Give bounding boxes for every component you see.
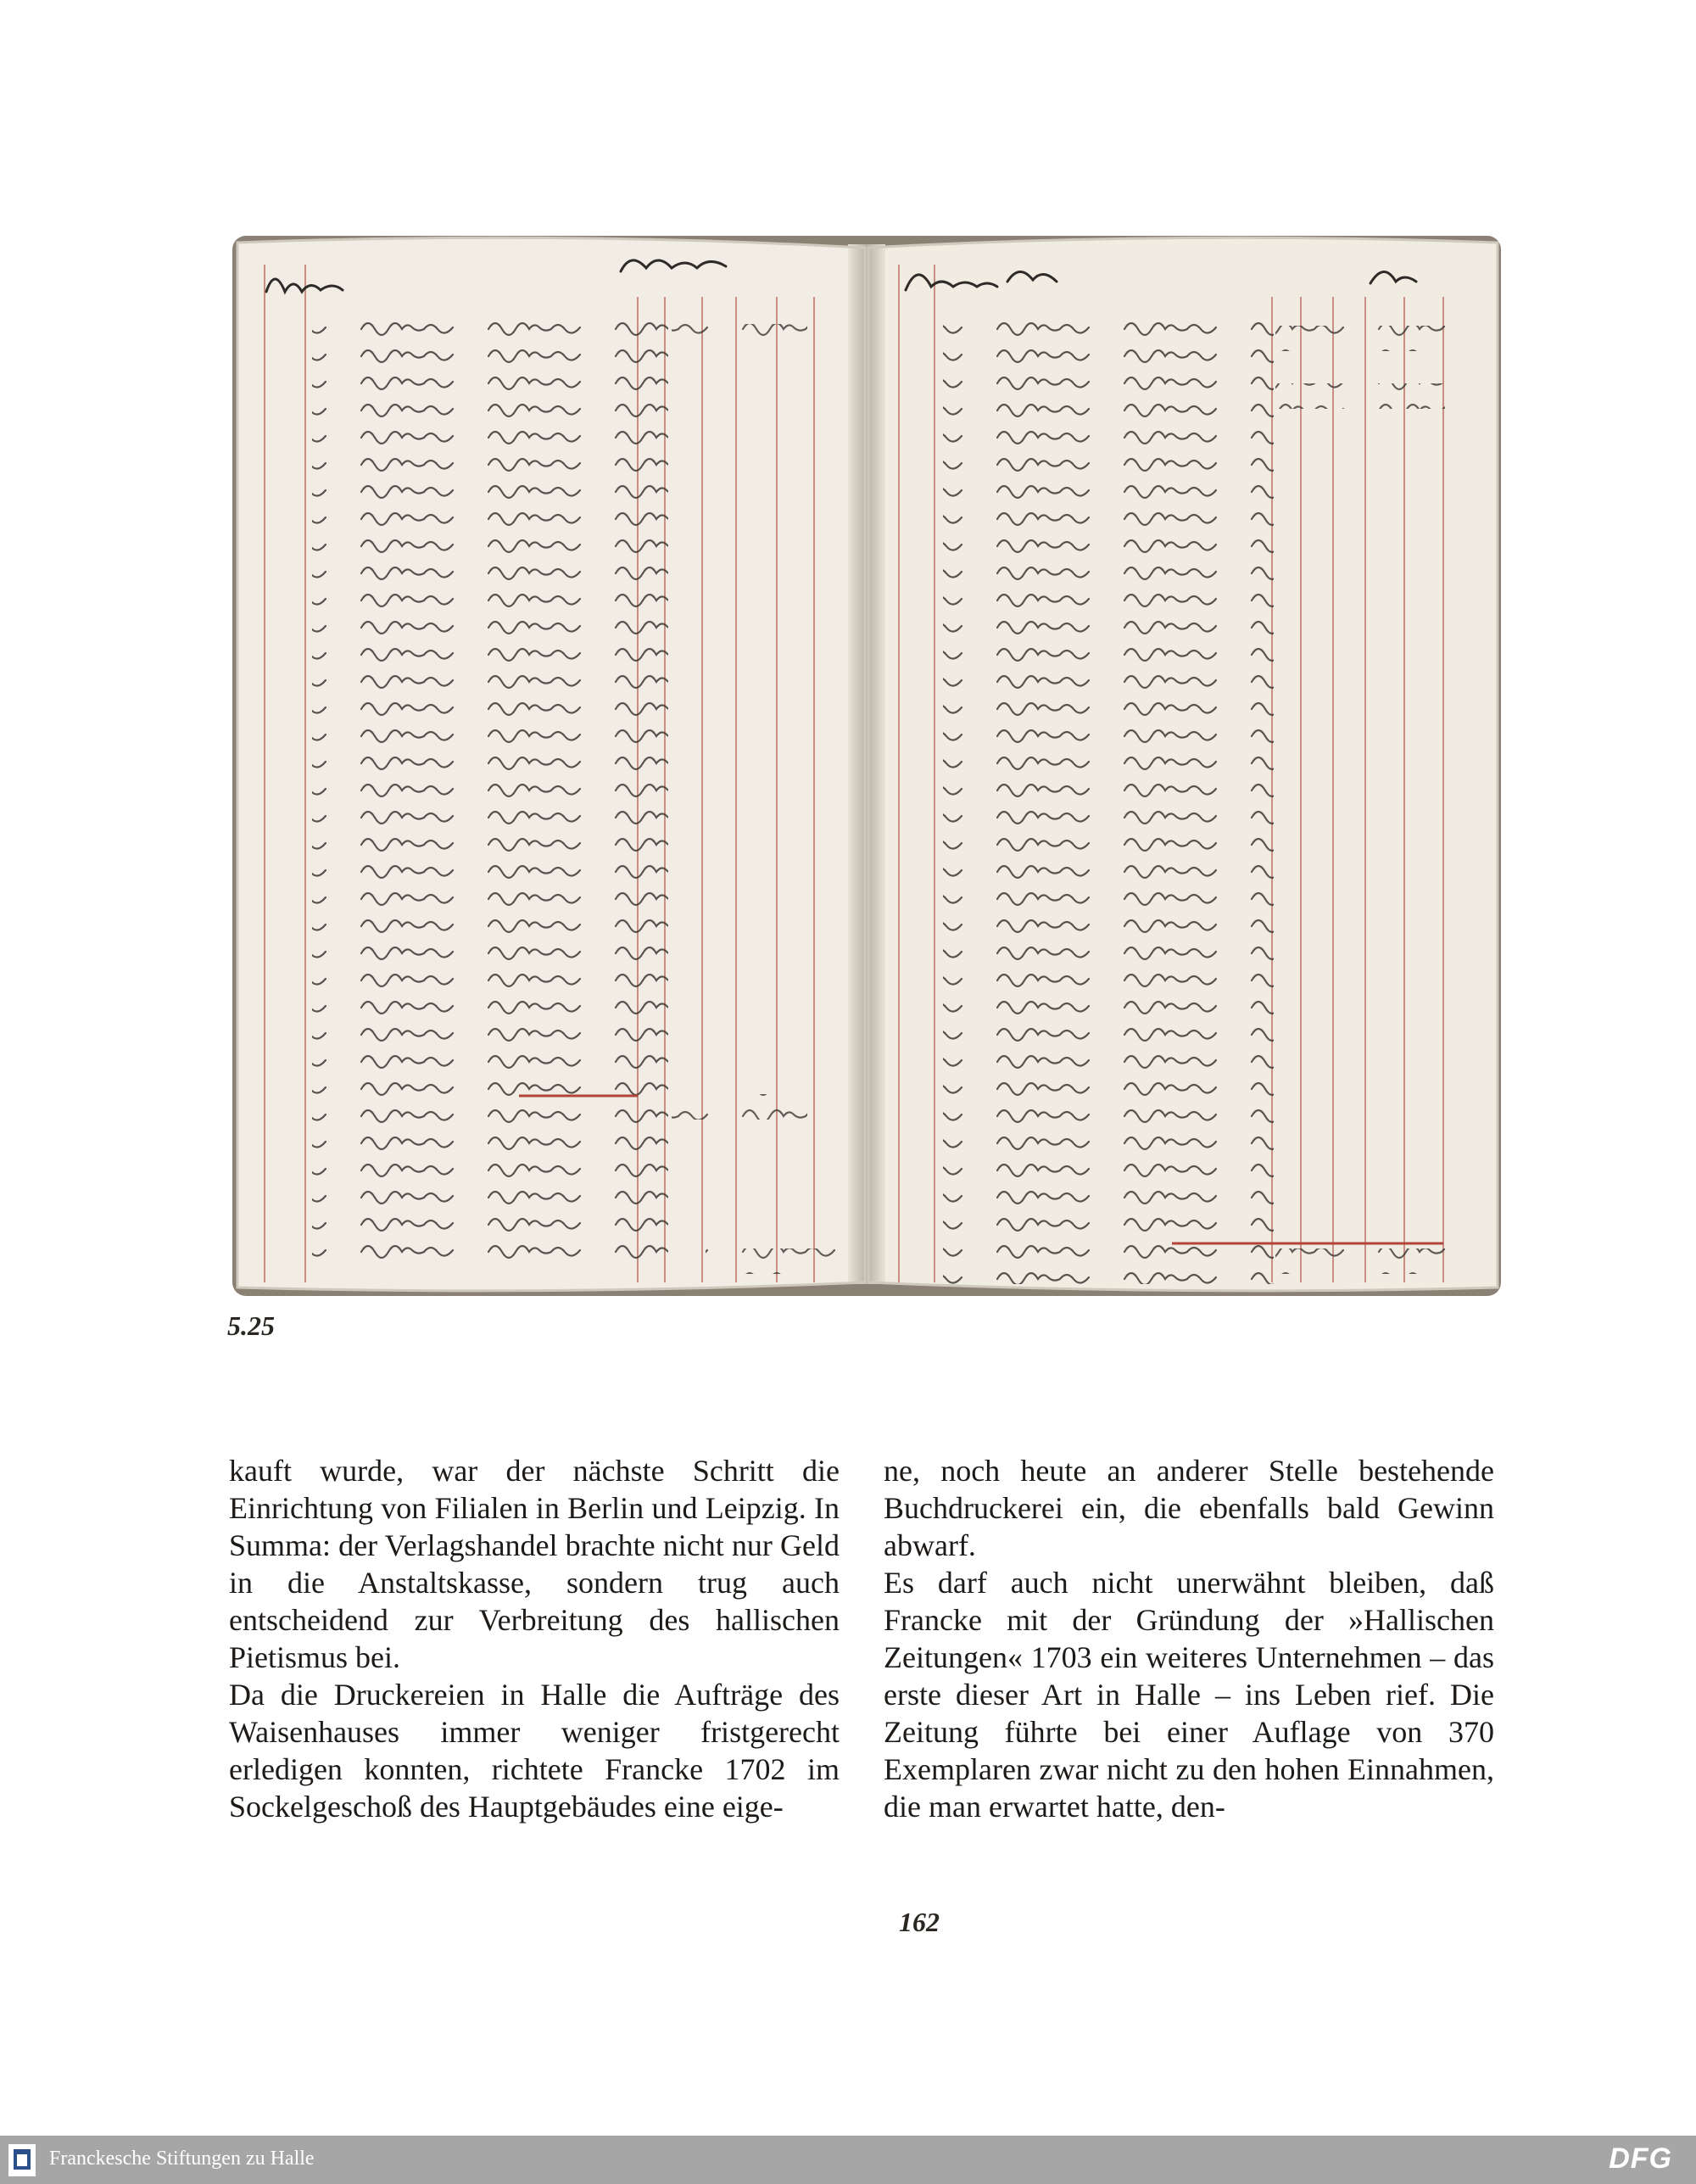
ledger-photograph [231,231,1503,1301]
dfg-logo: DFG [1609,2142,1672,2175]
text-column-left [229,1452,840,1825]
book-gutter [848,244,885,1284]
paragraph: ne, noch heute an anderer Stelle bestehende Buchdruckerei ein, die ebenfalls bald Gewinn abwarf. [884,1454,1494,1562]
footer-credit: Franckesche Stiftungen zu Halle [49,2148,315,2170]
left-page-entries [312,309,668,1259]
figure-caption: 5.25 [227,1310,275,1341]
page-number: 162 [899,1907,940,1937]
paragraph: Da die Druckereien in Halle die Aufträge des Waisenhauses immer weniger fristgerecht erledigen konnten, richtete Francke 1702 im Sockelgeschoß des Hauptgebäudes eine eige- [229,1678,840,1824]
footer-bar [0,2136,1696,2184]
text-column-right [884,1452,1494,1825]
paragraph: kauft wurde, war der nächste Schritt die Einrichtung von Filialen in Berlin und Leipzig. In Summa: der Verlagshandel brachte nicht nur Geld in die Anstaltskasse, sondern trug auch entscheidend zur Verbreitung des hallischen Pietismus bei. [229,1454,840,1674]
paragraph: Es darf auch nicht unerwähnt bleiben, daß Francke mit der Gründung der »Hallischen Zeitungen« 1703 ein weiteres Unternehmen – das erste dieser Art in Halle – ins Leben rief. Die Zeitung führte bei einer Auflage von 370 Exemplaren zwar nicht zu den hohen Einnahmen, die man erwartet hatte, den- [884,1566,1494,1824]
foundation-logo-icon [5,2139,39,2181]
right-page-entries [943,309,1274,1284]
